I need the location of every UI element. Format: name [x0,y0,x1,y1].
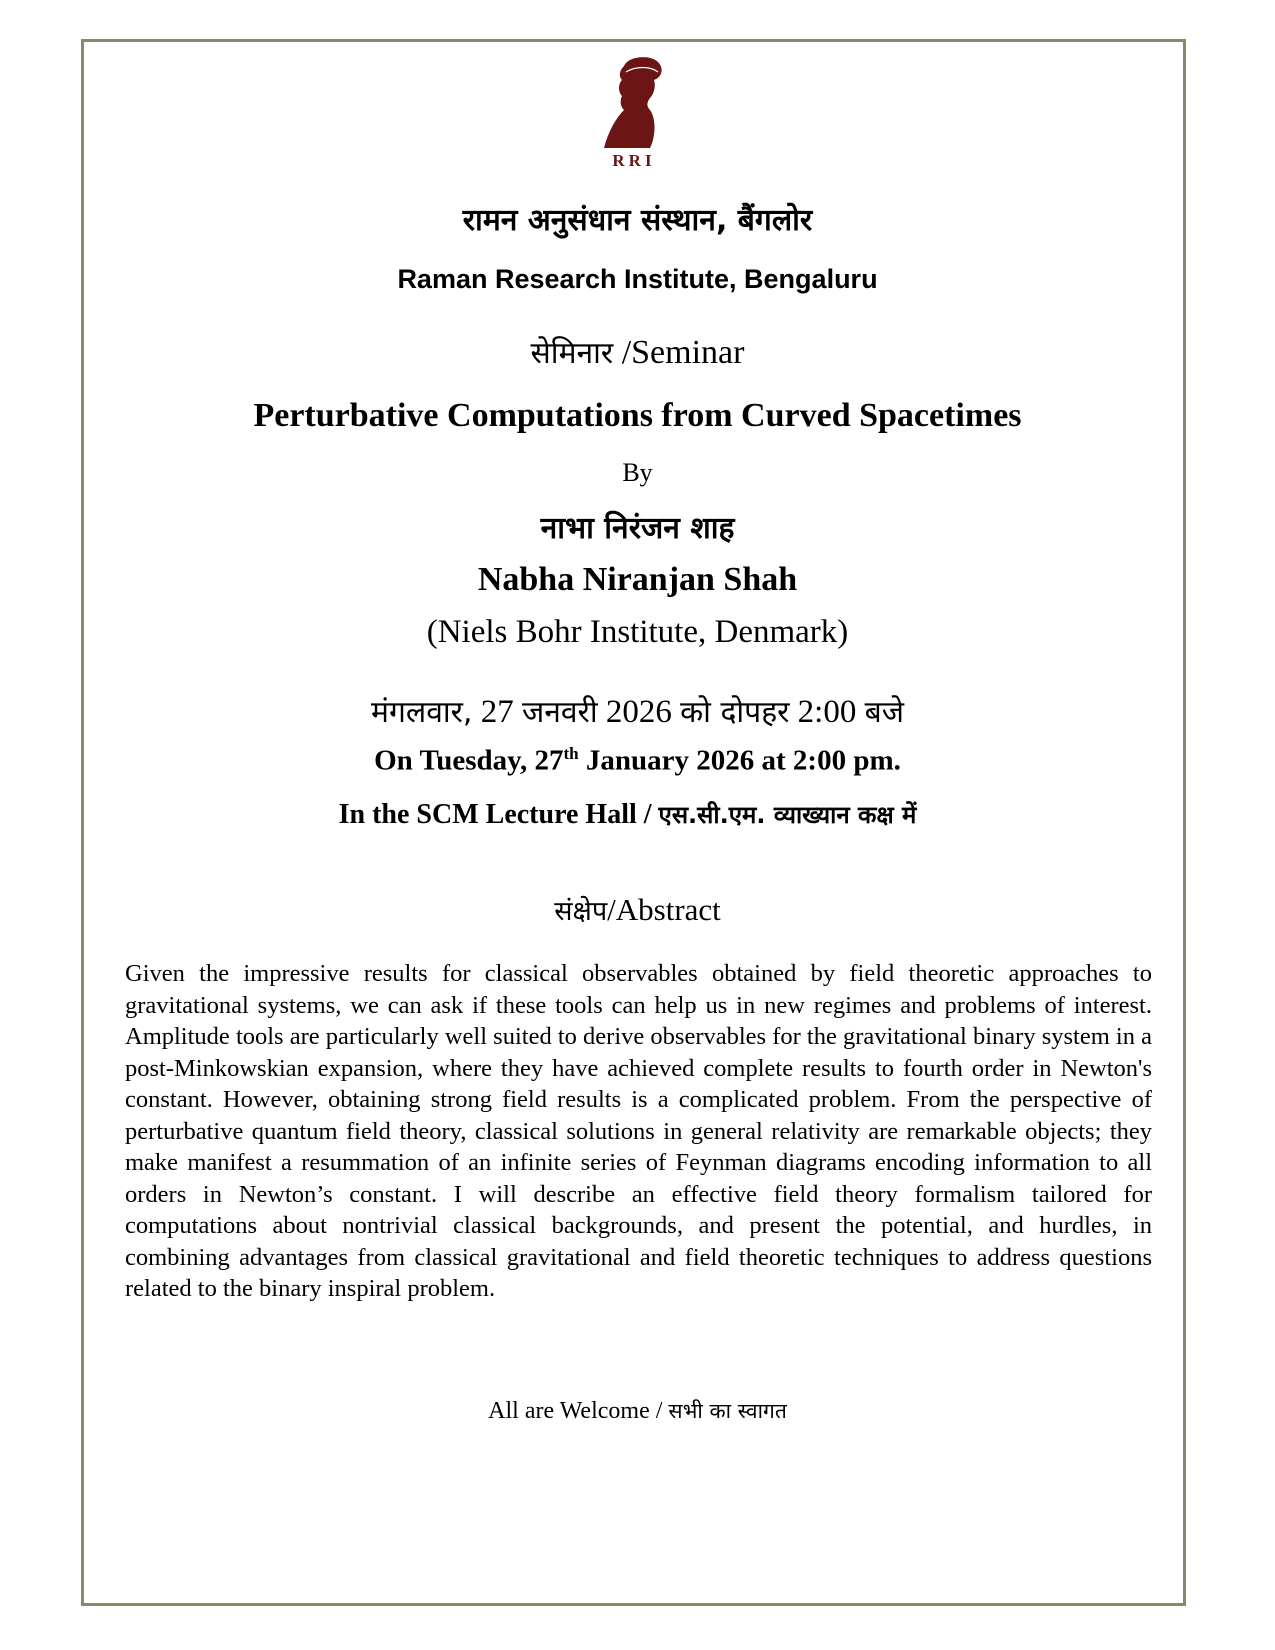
event-type-hindi: सेमिनार [530,336,614,371]
date-hindi-year: 2026 [597,694,681,730]
date-english [0,744,1275,778]
speaker-affiliation: (Niels Bohr Institute, Denmark) [426,614,849,650]
abstract-text: Given the impressive results for classical observables obtained by field theoretic approaches to gravitational systems, we can ask if these tools can help us in new regimes and problems of interest. Amplitude tools are particularly well suited to derive observables for the gravitational binary system in a post-Minkowskian expansion, where they have achieved complete results to fourth order in Newton's constant. However, obtaining strong field results is a complicated problem. From the perspective of perturbative quantum field theory, classical solutions in general relativity are remarkable objects; they make manifest a resummation of an infinite series of Feynman diagrams encoding information to all orders in Newton’s constant. I will describe an effective field theory formalism tailored for computations about nontrivial classical backgrounds, and present the potential, and hurdles, in combining advantages from classical gravitational and field theoretic techniques to address questions related to the binary inspiral problem. [125,960,1152,1302]
welcome-hindi: सभी का स्वागत [668,1399,787,1423]
abstract-heading-english: /Abstract [607,892,721,927]
speaker-name-english: Nabha Niranjan Shah [477,561,798,598]
date-hindi-time: 2:00 [789,694,865,730]
event-type-english: /Seminar [613,334,745,371]
institute-name-english: Raman Research Institute, Bengaluru [397,264,878,294]
welcome-note [0,1397,1275,1425]
speaker-name-hindi: नाभा निरंजन शाह [540,511,735,546]
seminar-title: Perturbative Computations from Curved Spacetimes [253,397,1022,434]
institute-name-hindi: रामन अनुसंधान संस्थान, बैंगलोर [462,203,813,238]
date-hindi [0,690,1275,731]
rri-logo [590,52,680,172]
date-hindi-suffix: बजे [864,695,904,730]
event-type [0,331,1275,372]
by-label: By [622,458,653,487]
venue-hindi: एस.सी.एम. व्याख्यान कक्ष में [658,801,917,829]
date-hindi-month: जनवरी [521,695,598,730]
date-hindi-at: को दोपहर [680,695,790,730]
date-hindi-weekday: मंगलवार, [371,695,473,730]
abstract-heading-hindi: संक्षेप [554,896,608,927]
abstract-heading [0,891,1275,928]
logo-bust-silhouette [604,57,662,148]
welcome-english: All are Welcome / [488,1398,669,1424]
date-english-ordinal: th [563,744,579,763]
venue [0,798,1265,831]
date-hindi-day: 27 [472,694,522,730]
date-english-suffix: January 2026 at 2:00 pm. [578,744,901,777]
logo-text: RRI [612,151,656,170]
venue-english: In the SCM Lecture Hall / [338,799,659,830]
date-english-prefix: On Tuesday, 27 [374,744,564,777]
